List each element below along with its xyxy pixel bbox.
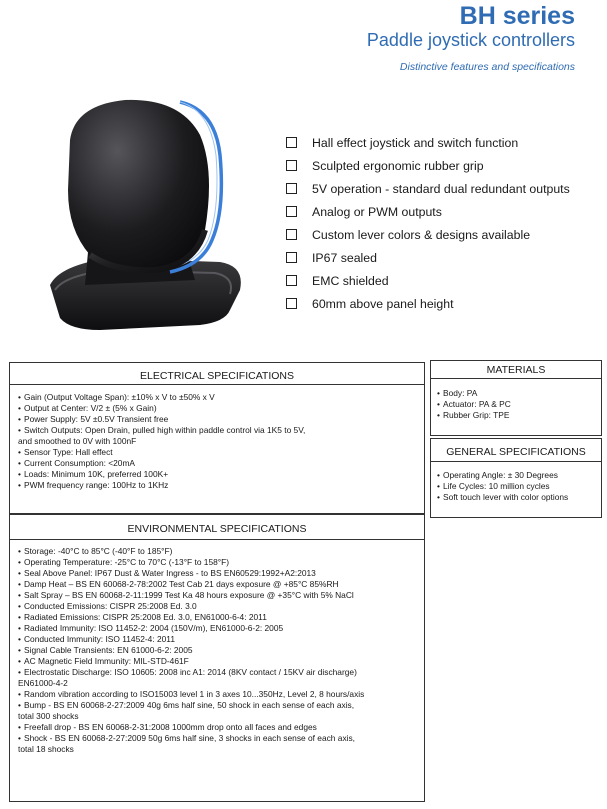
spec-item: • Operating Temperature: -25°C to 70°C (-13°F to 158°F) [18,557,230,567]
spec-item: • Salt Spray – BS EN 60068-2-11:1999 Test Ka 48 hours exposure @ +35°C with 5% NaCl [18,590,354,600]
spec-item: • Conducted Immunity: ISO 11452-4: 2011 [18,634,175,644]
spec-item: • Random vibration according to ISO15003 level 1 in 3 axes 10...350Hz, Level 2, 8 hours/axis [18,689,365,699]
checkbox-icon [286,183,297,194]
spec-item: • Actuator: PA & PC [437,399,511,409]
environmental-specifications-box [9,514,425,802]
spec-item: • Radiated Emissions: CISPR 25:2008 Ed. 3.0, EN61000-6-4: 2011 [18,612,267,622]
page-tagline: Distinctive features and specifications [399,61,575,73]
spec-item: • Gain (Output Voltage Span): ±10% x V to ±50% x V [18,392,215,402]
checkbox-icon [286,160,297,171]
spec-item: • Damp Heat – BS EN 60068-2-78:2002 Test Cab 21 days exposure @ +85°C 85%RH [18,579,339,589]
product-image [30,80,260,350]
spec-item-continued: EN61000-4-2 [18,678,68,688]
spec-item: • Radiated Immunity: ISO 11452-2: 2004 (150V/m), EN61000-6-2: 2005 [18,623,284,633]
feature-item: 5V operation - standard dual redundant outputs [286,177,570,200]
series-title: BH series [459,2,575,30]
spec-item: • PWM frequency range: 100Hz to 1KHz [18,480,169,490]
spec-item: • Operating Angle: ± 30 Degrees [437,470,558,480]
spec-item-continued: and smoothed to 0V with 100nF [18,436,137,446]
spec-item: • Switch Outputs: Open Drain, pulled high within paddle control via 1K5 to 5V, [18,425,306,435]
spec-item: • Freefall drop - BS EN 60068-2-31:2008 1000mm drop onto all faces and edges [18,722,317,732]
checkbox-icon [286,137,297,148]
feature-item: Sculpted ergonomic rubber grip [286,154,570,177]
spec-item: • Signal Cable Transients: EN 61000-6-2: 2005 [18,645,193,655]
environmental-heading: ENVIRONMENTAL SPECIFICATIONS [10,515,424,540]
spec-item: • Electrostatic Discharge: ISO 10605: 2008 inc A1: 2014 (8KV contact / 15KV air discharge) [18,667,357,677]
feature-item: Hall effect joystick and switch function [286,131,570,154]
spec-item: • Power Supply: 5V ±0.5V Transient free [18,414,169,424]
feature-item: Custom lever colors & designs available [286,223,570,246]
materials-heading: MATERIALS [431,361,601,379]
series-subtitle: Paddle joystick controllers [366,30,575,50]
spec-item: • Bump - BS EN 60068-2-27:2009 40g 6ms half sine, 50 shock in each sense of each axis, [18,700,355,710]
spec-item: • Sensor Type: Hall effect [18,447,113,457]
electrical-heading: ELECTRICAL SPECIFICATIONS [10,363,424,385]
materials-box [430,360,602,436]
spec-item: • Storage: -40°C to 85°C (-40°F to 185°F) [18,546,173,556]
spec-item-continued: total 300 shocks [18,711,79,721]
spec-item: • Body: PA [437,388,478,398]
general-heading: GENERAL SPECIFICATIONS [431,439,601,462]
spec-item-continued: total 18 shocks [18,744,74,754]
spec-item: • Soft touch lever with color options [437,492,569,502]
general-specifications-box [430,438,602,518]
spec-item: • Current Consumption: <20mA [18,458,136,468]
checkbox-icon [286,229,297,240]
spec-item: • Loads: Minimum 10K, preferred 100K+ [18,469,169,479]
feature-item: Analog or PWM outputs [286,200,570,223]
feature-item: IP67 sealed [286,246,570,269]
checkbox-icon [286,252,297,263]
spec-item: • AC Magnetic Field Immunity: MIL-STD-461F [18,656,189,666]
spec-item: • Life Cycles: 10 million cycles [437,481,550,491]
spec-item: • Seal Above Panel: IP67 Dust & Water Ingress - to BS EN60529:1992+A2:2013 [18,568,316,578]
spec-item: • Shock - BS EN 60068-2-27:2009 50g 6ms half sine, 3 shocks in each sense of each axis, [18,733,356,743]
checkbox-icon [286,275,297,286]
checkbox-icon [286,298,297,309]
feature-item: 60mm above panel height [286,292,570,315]
feature-item: EMC shielded [286,269,570,292]
spec-item: • Conducted Emissions: CISPR 25:2008 Ed. 3.0 [18,601,197,611]
feature-list [286,131,570,315]
electrical-specifications-box [9,362,425,514]
spec-item: • Rubber Grip: TPE [437,410,510,420]
checkbox-icon [286,206,297,217]
spec-item: • Output at Center: V/2 ± (5% x Gain) [18,403,157,413]
